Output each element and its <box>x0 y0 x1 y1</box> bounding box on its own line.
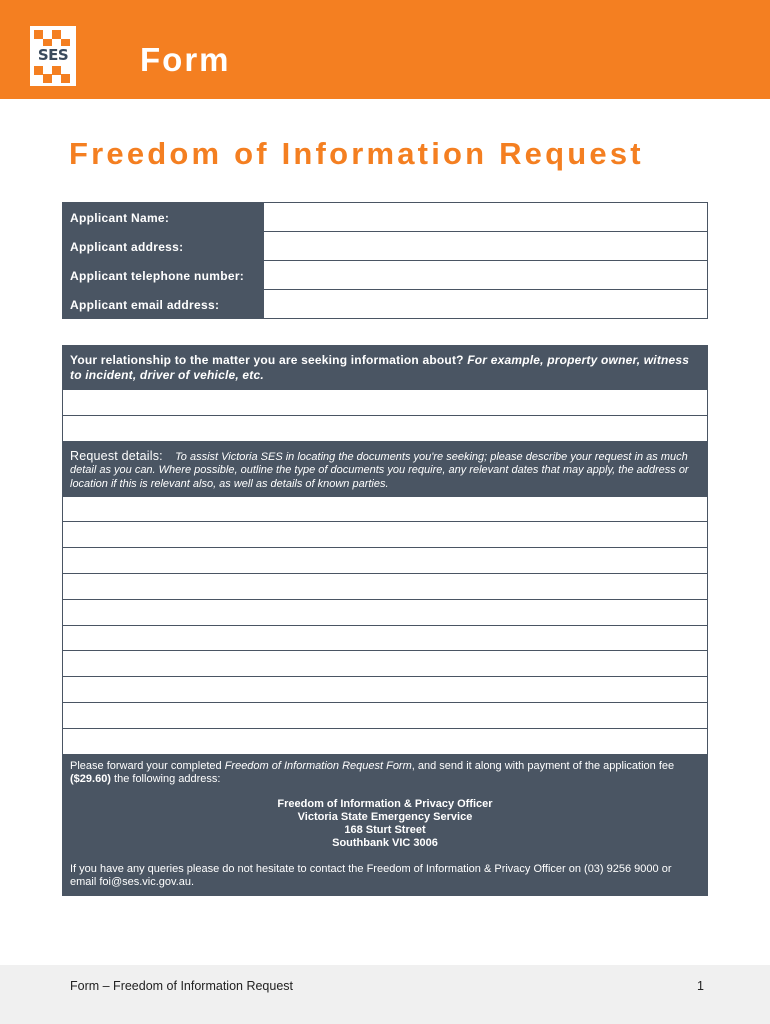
applicant-address-row <box>63 232 707 261</box>
address-line: Freedom of Information & Privacy Officer <box>277 797 493 810</box>
applicant-address-label: Applicant address: <box>63 232 263 260</box>
intro-text: , and send it along with payment of the application fee <box>411 759 675 772</box>
page-number: 1 <box>697 979 704 993</box>
intro-text: the following address: <box>110 772 221 785</box>
applicant-email-row <box>63 290 707 319</box>
form-name: Freedom of Information Request Form <box>224 759 412 772</box>
relationship-example: For example, property owner, witness to incident, driver of vehicle, etc. <box>70 353 690 382</box>
logo-text: SES <box>32 46 74 64</box>
request-table <box>62 345 708 896</box>
applicant-details-table <box>62 202 708 319</box>
submission-intro <box>70 760 700 786</box>
postal-address <box>70 798 700 850</box>
address-line: Victoria State Emergency Service <box>297 810 473 823</box>
request-details-line[interactable] <box>63 547 707 573</box>
request-details-line[interactable] <box>63 728 707 754</box>
applicant-name-field[interactable] <box>263 203 707 231</box>
applicant-address-field[interactable] <box>263 232 707 260</box>
applicant-email-label: Applicant email address: <box>63 290 263 318</box>
applicant-phone-label: Applicant telephone number: <box>63 261 263 289</box>
page-header <box>0 0 770 99</box>
relationship-line[interactable] <box>63 389 707 415</box>
page-footer <box>0 965 770 1024</box>
address-line: 168 Sturt Street <box>344 823 426 836</box>
relationship-question-text: Your relationship to the matter you are seeking information about? <box>70 353 464 367</box>
document-title: Freedom of Information Request <box>69 136 644 171</box>
applicant-name-label: Applicant Name: <box>63 203 263 231</box>
application-fee: ($29.60) <box>70 772 111 785</box>
request-details-header <box>63 441 707 496</box>
request-details-line[interactable] <box>63 702 707 728</box>
request-details-label: Request details: <box>70 448 163 463</box>
intro-text: Please forward your completed <box>70 759 225 772</box>
applicant-email-field[interactable] <box>263 290 707 318</box>
request-details-line[interactable] <box>63 496 707 522</box>
request-details-line[interactable] <box>63 521 707 547</box>
applicant-phone-row <box>63 261 707 290</box>
request-details-line[interactable] <box>63 650 707 676</box>
applicant-name-row <box>63 203 707 232</box>
ses-logo <box>30 26 76 86</box>
relationship-line[interactable] <box>63 415 707 441</box>
request-details-instructions: To assist Victoria SES in locating the documents you're seeking; please describe your request in as much detail as you can. Where possible, outline the type of documents you require, any relevant dates that may apply, the address or location if this is relevant also, as well as details of known parties. <box>70 450 689 490</box>
relationship-question <box>63 346 707 389</box>
footer-text: Form – Freedom of Information Request <box>70 979 294 993</box>
request-details-line[interactable] <box>63 573 707 599</box>
request-details-line[interactable] <box>63 599 707 625</box>
address-line: Southbank VIC 3006 <box>332 836 438 849</box>
submission-instructions <box>63 754 707 895</box>
applicant-phone-field[interactable] <box>263 261 707 289</box>
contact-queries: If you have any queries please do not hesitate to contact the Freedom of Information & Privacy Officer on (03) 9256 9000 or email foi@ses.vic.gov.au. <box>70 862 672 888</box>
header-title: Form <box>140 41 231 78</box>
request-details-line[interactable] <box>63 625 707 651</box>
request-details-line[interactable] <box>63 676 707 702</box>
